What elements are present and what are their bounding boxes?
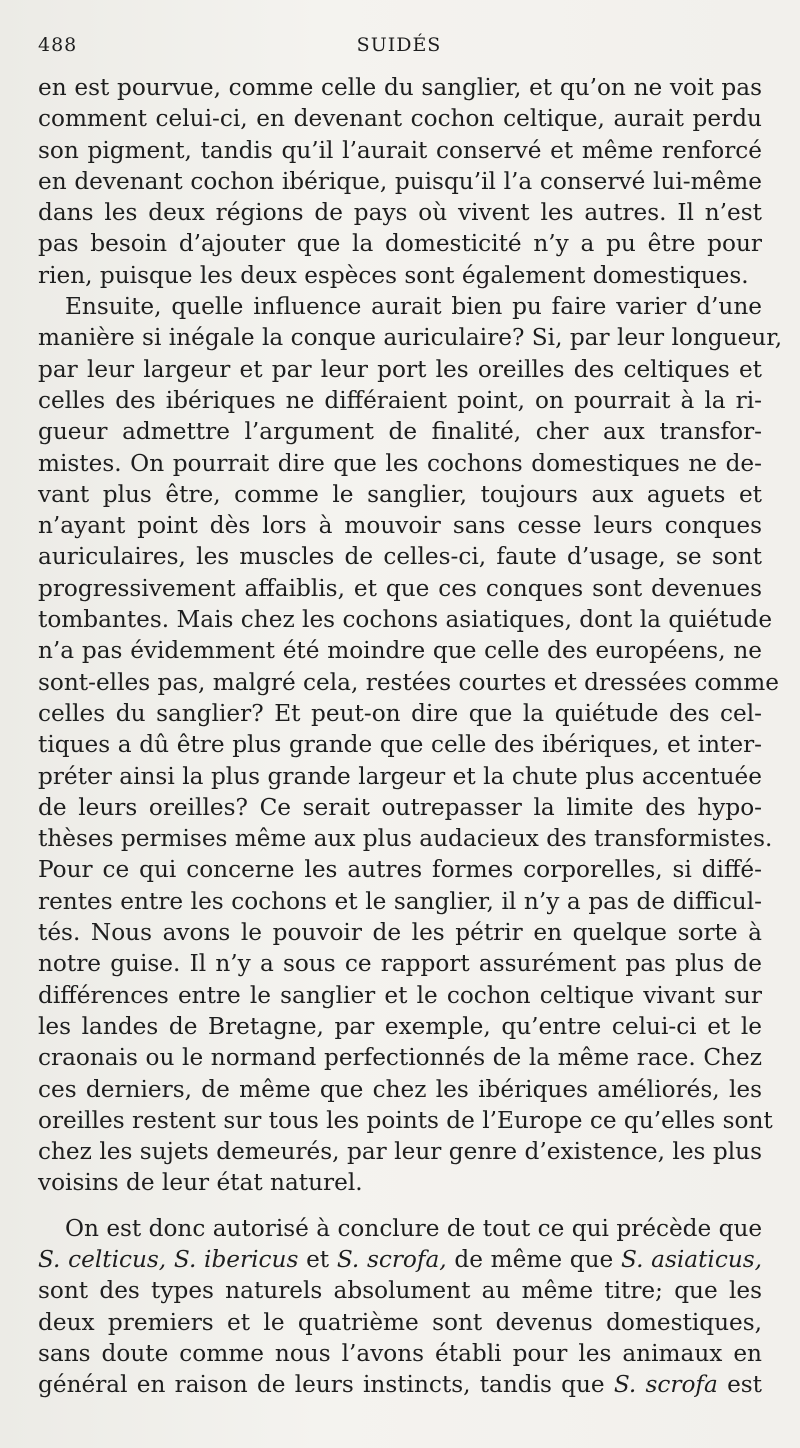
- text-line: celles des ibériques ne différaient point, on pourrait à la ri-: [38, 386, 762, 414]
- text-line: en devenant cochon ibérique, puisqu’il l’a conservé lui-même: [38, 167, 762, 195]
- text-line: voisins de leur état naturel.: [38, 1169, 363, 1197]
- text-line: gueur admettre l’argument de finalité, cher aux transfor-: [38, 418, 762, 446]
- text-line: sont des types naturels absolument au même titre; que les: [38, 1277, 762, 1305]
- text-line: rentes entre les cochons et le sanglier, il n’y a pas de difficul-: [38, 887, 762, 915]
- species-name: S. asiaticus,: [621, 1245, 763, 1273]
- text-line: mistes. On pourrait dire que les cochons domestiques ne de-: [38, 449, 762, 477]
- text-line: tés. Nous avons le pouvoir de les pétrir en quelque sorte à: [38, 919, 762, 947]
- text-line: thèses permises même aux plus audacieux des transformistes.: [38, 825, 773, 853]
- text-line: de leurs oreilles? Ce serait outrepasser la limite des hypo-: [38, 793, 762, 821]
- text-line: comment celui-ci, en devenant cochon celtique, aurait perdu: [38, 105, 762, 133]
- text-line: son pigment, tandis qu’il l’aurait conservé et même renforcé: [38, 136, 762, 164]
- text-line: n’ayant point dès lors à mouvoir sans cesse leurs conques: [38, 512, 762, 540]
- text-line: craonais ou le normand perfectionnés de la même race. Chez: [38, 1044, 762, 1072]
- text-line-species: [38, 1244, 762, 1275]
- text-line: en est pourvue, comme celle du sanglier, et qu’on ne voit pas: [38, 74, 762, 101]
- text-line: Pour ce qui concerne les autres formes corporelles, si diffé-: [38, 856, 762, 884]
- text-line: vant plus être, comme le sanglier, toujours aux aguets et: [38, 480, 762, 508]
- text-line: chez les sujets demeurés, par leur genre d’existence, les plus: [38, 1138, 762, 1166]
- text-line: rien, puisque les deux espèces sont également domestiques.: [38, 261, 749, 289]
- paragraph-2: [38, 291, 783, 1199]
- species-name: S. ibericus: [173, 1245, 299, 1273]
- text-line: Ensuite, quelle influence aurait bien pu faire varier d’une: [65, 293, 762, 321]
- page-header: [38, 34, 760, 58]
- connector-text: de même que: [454, 1245, 614, 1273]
- species-name: S. celticus,: [38, 1245, 167, 1273]
- paragraph-3: [38, 1213, 762, 1401]
- text-line: notre guise. Il n’y a sous ce rapport assurément pas plus de: [38, 950, 762, 978]
- text-line: n’a pas évidemment été moindre que celle des européens, ne: [38, 637, 762, 665]
- text-line: différences entre le sanglier et le cochon celtique vivant sur: [38, 981, 762, 1009]
- line-text: général en raison de leurs instincts, tandis que: [38, 1371, 605, 1399]
- species-name: S. scrofa: [613, 1371, 718, 1399]
- text-line: celles du sanglier? Et peut-on dire que la quiétude des cel-: [38, 699, 762, 727]
- text-line: On est donc autorisé à conclure de tout ce qui précède que: [65, 1214, 763, 1242]
- paragraph-gap: [38, 1199, 762, 1213]
- running-head: SUIDÉS: [356, 34, 442, 56]
- line-text: est: [727, 1371, 763, 1399]
- text-line: tombantes. Mais chez les cochons asiatiques, dont la quiétude: [38, 606, 773, 634]
- text-line: sont-elles pas, malgré cela, restées courtes et dressées comme: [38, 668, 779, 696]
- text-line: tiques a dû être plus grande que celle des ibériques, et inter-: [38, 731, 762, 759]
- text-line: par leur largeur et par leur port les oreilles des celtiques et: [38, 355, 762, 383]
- text-line-species: [38, 1369, 762, 1400]
- text-line: deux premiers et le quatrième sont devenus domestiques,: [38, 1308, 762, 1336]
- text-line: les landes de Bretagne, par exemple, qu’entre celui-ci et le: [38, 1012, 762, 1040]
- text-line: oreilles restent sur tous les points de l’Europe ce qu’elles sont: [38, 1106, 773, 1134]
- text-line: dans les deux régions de pays où vivent les autres. Il n’est: [38, 199, 762, 227]
- text-line: ces derniers, de même que chez les ibériques améliorés, les: [38, 1075, 762, 1103]
- text-line: auriculaires, les muscles de celles-ci, faute d’usage, se sont: [38, 543, 762, 571]
- text-line: pas besoin d’ajouter que la domesticité n’y a pu être pour: [38, 230, 762, 258]
- text-line: progressivement affaiblis, et que ces conques sont devenues: [38, 574, 762, 602]
- text-line: sans doute comme nous l’avons établi pour les animaux en: [38, 1339, 762, 1367]
- text-line: manière si inégale la conque auriculaire? Si, par leur longueur,: [38, 324, 783, 352]
- body-text: [38, 72, 783, 1400]
- text-line: préter ainsi la plus grande largeur et la chute plus accentuée: [38, 762, 762, 790]
- paragraph-1: [38, 72, 762, 291]
- page-number: 488: [38, 34, 78, 56]
- species-name: S. scrofa,: [336, 1245, 447, 1273]
- connector-text: et: [306, 1245, 330, 1273]
